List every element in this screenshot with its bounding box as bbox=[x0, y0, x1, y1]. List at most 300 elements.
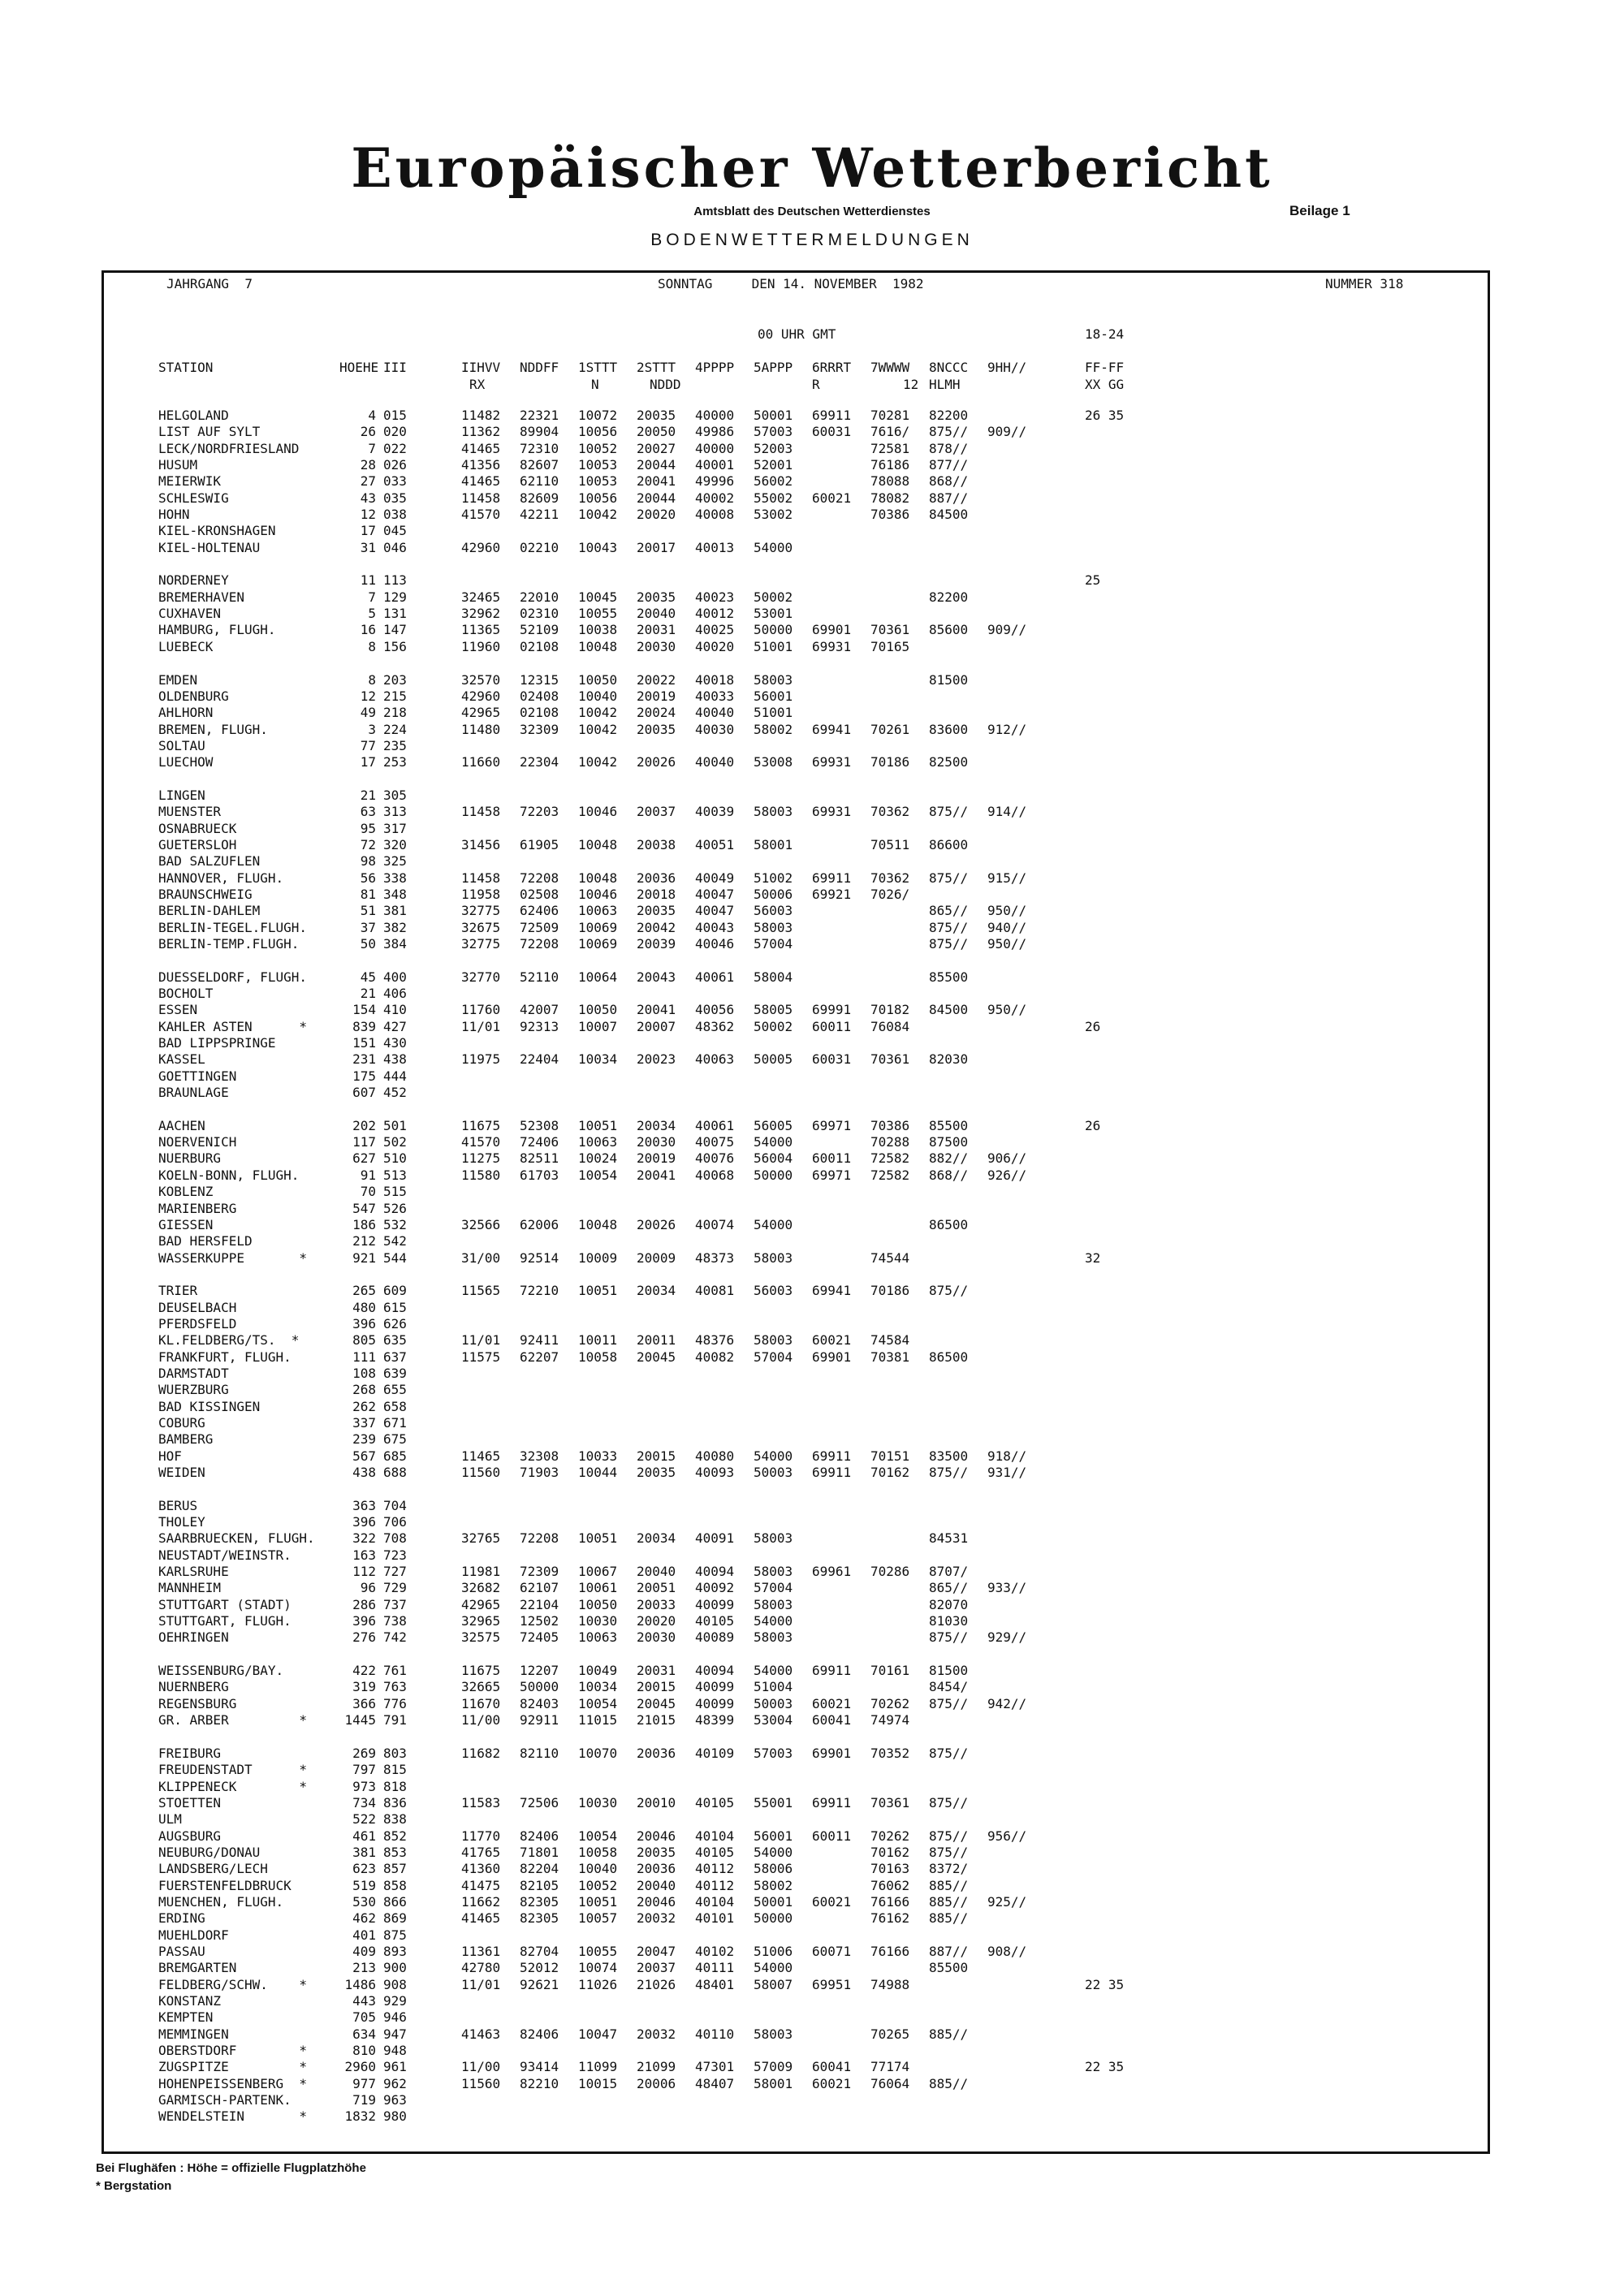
obs-group-4: 20051 bbox=[637, 1580, 676, 1596]
station-id: 452 bbox=[383, 1085, 407, 1101]
table-row bbox=[158, 920, 1458, 936]
obs-group-2: 82305 bbox=[520, 1893, 559, 1910]
obs-group-6: 54000 bbox=[754, 1448, 793, 1464]
table-row bbox=[158, 722, 1458, 738]
table-row bbox=[158, 1960, 1458, 1976]
obs-group-3: 10007 bbox=[578, 1018, 618, 1034]
obs-group-2: 22404 bbox=[520, 1051, 559, 1068]
station-id: 045 bbox=[383, 523, 407, 539]
obs-group-1: 42960 bbox=[461, 688, 501, 704]
obs-group-4: 20018 bbox=[637, 886, 676, 902]
obs-group-4: 20040 bbox=[637, 606, 676, 622]
obs-group-6: 58003 bbox=[754, 804, 793, 820]
obs-group-6: 54000 bbox=[754, 1613, 793, 1629]
table-row bbox=[158, 1696, 1458, 1712]
table-row bbox=[158, 1629, 1458, 1646]
station-name: SCHLESWIG bbox=[158, 490, 229, 506]
obs-group-6: 58003 bbox=[754, 1249, 793, 1266]
obs-group-5: 40040 bbox=[695, 754, 735, 770]
obs-group-9: 875// bbox=[929, 919, 969, 935]
obs-group-3: 10054 bbox=[578, 1167, 618, 1183]
station-hoehe: 627 bbox=[352, 1150, 376, 1167]
table-row bbox=[158, 1944, 1458, 1960]
obs-group-7: 69931 bbox=[812, 754, 852, 770]
station-name: DEUSELBACH bbox=[158, 1299, 237, 1315]
obs-group-6: 54000 bbox=[754, 539, 793, 555]
station-name: MUEHLDORF bbox=[158, 1927, 229, 1943]
obs-group-4: 20027 bbox=[637, 440, 676, 456]
station-hoehe: 719 bbox=[352, 2092, 376, 2108]
obs-group-5: 40089 bbox=[695, 1629, 735, 1646]
station-hoehe: 117 bbox=[352, 1134, 376, 1150]
obs-group-8: 78088 bbox=[870, 473, 910, 490]
obs-group-4: 20026 bbox=[637, 754, 676, 770]
header-sub-nddd: NDDD bbox=[650, 377, 681, 392]
obs-group-5: 40049 bbox=[695, 870, 735, 886]
obs-group-3: 10058 bbox=[578, 1349, 618, 1365]
header-c6: 5APPP bbox=[754, 360, 793, 375]
obs-group-9: 875// bbox=[929, 1695, 969, 1711]
station-name: FELDBERG/SCHW. * bbox=[158, 1976, 308, 1992]
station-hoehe: 3 bbox=[368, 721, 376, 737]
obs-group-5: 40002 bbox=[695, 490, 735, 506]
station-name: MUENSTER bbox=[158, 804, 222, 820]
station-name: EMDEN bbox=[158, 671, 198, 688]
obs-group-6: 54000 bbox=[754, 1960, 793, 1976]
header-c3: 1STTT bbox=[578, 360, 618, 375]
obs-group-1: 31456 bbox=[461, 836, 501, 852]
obs-group-3: 10056 bbox=[578, 424, 618, 440]
obs-group-4: 20009 bbox=[637, 1249, 676, 1266]
obs-group-6: 50002 bbox=[754, 589, 793, 605]
obs-group-2: 02108 bbox=[520, 638, 559, 654]
station-hoehe: 231 bbox=[352, 1051, 376, 1068]
obs-group-1: 42965 bbox=[461, 705, 501, 721]
station-id: 706 bbox=[383, 1514, 407, 1530]
station-name: GR. ARBER * bbox=[158, 1712, 308, 1728]
station-name: OBERSTDORF * bbox=[158, 2043, 308, 2059]
obs-group-9: 865// bbox=[929, 1580, 969, 1596]
obs-group-3: 10045 bbox=[578, 589, 618, 605]
obs-group-9: 85500 bbox=[929, 969, 969, 985]
obs-group-1: 11/01 bbox=[461, 1976, 501, 1992]
obs-group-3: 10040 bbox=[578, 1861, 618, 1877]
obs-group-5: 40105 bbox=[695, 1794, 735, 1810]
table-row bbox=[158, 936, 1458, 952]
station-name: BAD HERSFELD bbox=[158, 1233, 253, 1249]
station-hoehe: 366 bbox=[352, 1695, 376, 1711]
page-title: Europäischer Wetterbericht bbox=[351, 136, 1273, 200]
station-name: PASSAU bbox=[158, 1943, 205, 1959]
station-name: KOBLENZ bbox=[158, 1184, 214, 1200]
station-id: 615 bbox=[383, 1299, 407, 1315]
obs-group-2: 61905 bbox=[520, 836, 559, 852]
obs-group-6: 58002 bbox=[754, 721, 793, 737]
station-hoehe: 12 bbox=[360, 688, 376, 704]
obs-group-4: 20030 bbox=[637, 1134, 676, 1150]
station-hoehe: 921 bbox=[352, 1249, 376, 1266]
obs-group-5: 40039 bbox=[695, 804, 735, 820]
station-id: 688 bbox=[383, 1465, 407, 1480]
obs-group-3: 10069 bbox=[578, 919, 618, 935]
obs-group-9: 83500 bbox=[929, 1448, 969, 1464]
obs-group-5: 40008 bbox=[695, 507, 735, 523]
obs-group-4: 20035 bbox=[637, 721, 676, 737]
obs-group-5: 40025 bbox=[695, 622, 735, 638]
obs-group-6: 51001 bbox=[754, 638, 793, 654]
obs-group-9: 875// bbox=[929, 936, 969, 952]
station-id: 727 bbox=[383, 1564, 407, 1580]
station-id: 626 bbox=[383, 1315, 407, 1331]
obs-group-5: 40112 bbox=[695, 1877, 735, 1893]
obs-group-8: 70361 bbox=[870, 1794, 910, 1810]
obs-group-4: 20043 bbox=[637, 969, 676, 985]
station-id: 542 bbox=[383, 1233, 407, 1249]
obs-group-3: 10038 bbox=[578, 622, 618, 638]
station-hoehe: 8 bbox=[368, 671, 376, 688]
table-row bbox=[158, 1382, 1458, 1398]
obs-group-5: 40051 bbox=[695, 836, 735, 852]
station-name: GARMISCH-PARTENK. bbox=[158, 2092, 292, 2108]
station-hoehe: 262 bbox=[352, 1398, 376, 1414]
obs-group-2: 82210 bbox=[520, 2075, 559, 2091]
obs-group-6: 58006 bbox=[754, 1861, 793, 1877]
station-hoehe: 462 bbox=[352, 1910, 376, 1927]
header-hoehe: HOEHE bbox=[339, 360, 379, 375]
obs-group-5: 40040 bbox=[695, 705, 735, 721]
obs-group-8: 72581 bbox=[870, 440, 910, 456]
obs-group-8: 70186 bbox=[870, 1283, 910, 1299]
station-hoehe: 11 bbox=[360, 572, 376, 589]
obs-group-9: 82200 bbox=[929, 408, 969, 423]
group-gap bbox=[158, 1729, 1458, 1746]
obs-group-7: 69921 bbox=[812, 886, 852, 902]
obs-group-8: 70352 bbox=[870, 1745, 910, 1761]
obs-group-6: 50000 bbox=[754, 622, 793, 638]
obs-group-8: 70386 bbox=[870, 507, 910, 523]
table-row bbox=[158, 2026, 1458, 2043]
station-id: 444 bbox=[383, 1068, 407, 1084]
obs-group-7: 69901 bbox=[812, 622, 852, 638]
obs-group-8: 70182 bbox=[870, 1002, 910, 1018]
table-row bbox=[158, 1663, 1458, 1679]
obs-group-4: 20031 bbox=[637, 622, 676, 638]
station-name: KL.FELDBERG/TS. * bbox=[158, 1332, 300, 1349]
group-gap bbox=[158, 1267, 1458, 1283]
obs-group-4: 20035 bbox=[637, 589, 676, 605]
station-hoehe: 4 bbox=[368, 408, 376, 423]
obs-group-4: 20019 bbox=[637, 688, 676, 704]
obs-group-1: 11662 bbox=[461, 1893, 501, 1910]
table-row bbox=[158, 1217, 1458, 1233]
obs-group-10: 918// bbox=[987, 1448, 1027, 1464]
table-row bbox=[158, 887, 1458, 903]
obs-group-2: 62110 bbox=[520, 473, 559, 490]
obs-group-6: 50000 bbox=[754, 1167, 793, 1183]
obs-group-3: 11015 bbox=[578, 1712, 618, 1728]
station-id: 853 bbox=[383, 1844, 407, 1860]
obs-group-4: 20017 bbox=[637, 539, 676, 555]
obs-group-5: 40063 bbox=[695, 1051, 735, 1068]
obs-group-9: 875// bbox=[929, 1844, 969, 1860]
station-id: 818 bbox=[383, 1778, 407, 1794]
obs-group-8: 70386 bbox=[870, 1117, 910, 1133]
station-name: STOETTEN bbox=[158, 1794, 222, 1810]
table-row bbox=[158, 1448, 1458, 1465]
station-hoehe: 96 bbox=[360, 1580, 376, 1596]
section-title: BODENWETTERMELDUNGEN bbox=[650, 231, 974, 249]
obs-group-2: 82704 bbox=[520, 1943, 559, 1959]
obs-group-5: 40091 bbox=[695, 1530, 735, 1547]
obs-group-4: 20044 bbox=[637, 457, 676, 473]
obs-group-9: 81500 bbox=[929, 1663, 969, 1679]
obs-group-8: 70162 bbox=[870, 1844, 910, 1860]
obs-group-8: 74974 bbox=[870, 1712, 910, 1728]
obs-group-6: 54000 bbox=[754, 1663, 793, 1679]
table-row bbox=[158, 688, 1458, 705]
obs-group-2: 82204 bbox=[520, 1861, 559, 1877]
obs-group-1: 11660 bbox=[461, 754, 501, 770]
table-row bbox=[158, 853, 1458, 870]
obs-group-9: 875// bbox=[929, 804, 969, 820]
obs-group-4: 20030 bbox=[637, 1629, 676, 1646]
station-name: BERLIN-TEGEL.FLUGH. bbox=[158, 919, 308, 935]
table-row bbox=[158, 1167, 1458, 1184]
obs-group-5: 40109 bbox=[695, 1745, 735, 1761]
obs-group-1: 11675 bbox=[461, 1117, 501, 1133]
station-hoehe: 98 bbox=[360, 853, 376, 870]
header-c5: 4PPPP bbox=[695, 360, 735, 375]
station-id: 338 bbox=[383, 870, 407, 886]
obs-group-4: 20032 bbox=[637, 2026, 676, 2042]
station-name: KIEL-HOLTENAU bbox=[158, 539, 261, 555]
station-name: NEUSTADT/WEINSTR. bbox=[158, 1547, 292, 1563]
station-name: NEUBURG/DONAU bbox=[158, 1844, 261, 1860]
obs-group-5: 40030 bbox=[695, 721, 735, 737]
obs-group-1: 11275 bbox=[461, 1150, 501, 1167]
header-c8: 7WWWW bbox=[870, 360, 910, 375]
station-hoehe: 17 bbox=[360, 754, 376, 770]
obs-group-3: 10069 bbox=[578, 936, 618, 952]
station-hoehe: 51 bbox=[360, 903, 376, 919]
obs-group-9: 877// bbox=[929, 457, 969, 473]
station-name: FUERSTENFELDBRUCK bbox=[158, 1877, 292, 1893]
obs-group-3: 10051 bbox=[578, 1283, 618, 1299]
obs-group-9: 83600 bbox=[929, 721, 969, 737]
obs-group-7: 69911 bbox=[812, 1663, 852, 1679]
station-name: SAARBRUECKEN, FLUGH. bbox=[158, 1530, 315, 1547]
obs-group-3: 10042 bbox=[578, 705, 618, 721]
obs-group-5: 40056 bbox=[695, 1002, 735, 1018]
table-row bbox=[158, 1201, 1458, 1217]
obs-group-8: 76162 bbox=[870, 1910, 910, 1927]
obs-group-6: 58003 bbox=[754, 2026, 793, 2042]
obs-group-6: 58007 bbox=[754, 1976, 793, 1992]
obs-group-10: 915// bbox=[987, 870, 1027, 886]
station-id: 218 bbox=[383, 705, 407, 721]
station-name: NOERVENICH bbox=[158, 1134, 237, 1150]
obs-group-2: 82511 bbox=[520, 1150, 559, 1167]
station-id: 609 bbox=[383, 1283, 407, 1299]
obs-group-6: 54000 bbox=[754, 1844, 793, 1860]
ff-value: 25 bbox=[1085, 572, 1101, 589]
obs-group-7: 69961 bbox=[812, 1564, 852, 1580]
obs-group-10: 908// bbox=[987, 1943, 1027, 1959]
station-hoehe: 322 bbox=[352, 1530, 376, 1547]
obs-group-3: 10034 bbox=[578, 1051, 618, 1068]
ff-value: 22 35 bbox=[1085, 2059, 1125, 2075]
obs-group-8: 70265 bbox=[870, 2026, 910, 2042]
obs-group-1: 11/01 bbox=[461, 1332, 501, 1349]
table-row bbox=[158, 1762, 1458, 1778]
station-hoehe: 213 bbox=[352, 1960, 376, 1976]
station-hoehe: 268 bbox=[352, 1382, 376, 1398]
obs-group-3: 10051 bbox=[578, 1530, 618, 1547]
table-row bbox=[158, 2108, 1458, 2125]
obs-group-10: 940// bbox=[987, 919, 1027, 935]
obs-group-1: 42960 bbox=[461, 539, 501, 555]
obs-group-3: 10053 bbox=[578, 457, 618, 473]
station-name: BAD KISSINGEN bbox=[158, 1398, 261, 1414]
station-name: AACHEN bbox=[158, 1117, 205, 1133]
table-row bbox=[158, 2043, 1458, 2059]
station-name: KONSTANZ bbox=[158, 1993, 222, 2009]
obs-group-2: 72309 bbox=[520, 1564, 559, 1580]
obs-group-10: 925// bbox=[987, 1893, 1027, 1910]
obs-group-4: 20045 bbox=[637, 1695, 676, 1711]
station-id: 502 bbox=[383, 1134, 407, 1150]
obs-group-1: 11583 bbox=[461, 1794, 501, 1810]
obs-group-8: 70186 bbox=[870, 754, 910, 770]
obs-group-5: 40099 bbox=[695, 1596, 735, 1612]
obs-group-6: 56002 bbox=[754, 473, 793, 490]
obs-group-10: 931// bbox=[987, 1465, 1027, 1480]
obs-group-3: 10061 bbox=[578, 1580, 618, 1596]
obs-group-2: 89904 bbox=[520, 424, 559, 440]
table-row bbox=[158, 1894, 1458, 1910]
obs-group-7: 69931 bbox=[812, 638, 852, 654]
obs-group-7: 60031 bbox=[812, 424, 852, 440]
obs-group-6: 58003 bbox=[754, 1332, 793, 1349]
table-row bbox=[158, 672, 1458, 688]
obs-group-4: 20035 bbox=[637, 1465, 676, 1480]
obs-group-4: 21026 bbox=[637, 1976, 676, 1992]
table-row bbox=[158, 1068, 1458, 1085]
station-name: OLDENBURG bbox=[158, 688, 229, 704]
obs-group-5: 40043 bbox=[695, 919, 735, 935]
obs-group-4: 20034 bbox=[637, 1117, 676, 1133]
table-row bbox=[158, 1019, 1458, 1035]
obs-group-5: 40012 bbox=[695, 606, 735, 622]
station-name: KIEL-KRONSHAGEN bbox=[158, 523, 276, 539]
obs-group-1: 11960 bbox=[461, 638, 501, 654]
station-name: HOF bbox=[158, 1448, 182, 1464]
group-gap bbox=[158, 952, 1458, 969]
station-id: 526 bbox=[383, 1200, 407, 1216]
station-id: 858 bbox=[383, 1877, 407, 1893]
obs-group-6: 58004 bbox=[754, 969, 793, 985]
station-hoehe: 17 bbox=[360, 523, 376, 539]
obs-group-1: 11362 bbox=[461, 424, 501, 440]
obs-group-7: 69911 bbox=[812, 870, 852, 886]
station-hoehe: 27 bbox=[360, 473, 376, 490]
obs-group-1: 41765 bbox=[461, 1844, 501, 1860]
obs-group-4: 20033 bbox=[637, 1596, 676, 1612]
obs-group-7: 60021 bbox=[812, 490, 852, 506]
obs-group-7: 69941 bbox=[812, 721, 852, 737]
obs-group-7: 69971 bbox=[812, 1167, 852, 1183]
obs-group-1: 32962 bbox=[461, 606, 501, 622]
obs-group-4: 20050 bbox=[637, 424, 676, 440]
obs-group-6: 50000 bbox=[754, 1910, 793, 1927]
obs-group-8: 76166 bbox=[870, 1943, 910, 1959]
obs-group-2: 12207 bbox=[520, 1663, 559, 1679]
obs-group-4: 20011 bbox=[637, 1332, 676, 1349]
obs-group-3: 10048 bbox=[578, 836, 618, 852]
station-name: BERLIN-TEMP.FLUGH. bbox=[158, 936, 300, 952]
obs-group-1: 11480 bbox=[461, 721, 501, 737]
obs-group-1: 11682 bbox=[461, 1745, 501, 1761]
station-id: 113 bbox=[383, 572, 407, 589]
station-hoehe: 438 bbox=[352, 1465, 376, 1480]
obs-group-5: 48376 bbox=[695, 1332, 735, 1349]
station-name: FREUDENSTADT * bbox=[158, 1762, 308, 1778]
obs-group-5: 40104 bbox=[695, 1828, 735, 1844]
obs-group-9: 875// bbox=[929, 1465, 969, 1480]
obs-group-7: 60011 bbox=[812, 1828, 852, 1844]
obs-group-10: 909// bbox=[987, 622, 1027, 638]
obs-group-8: 70361 bbox=[870, 1051, 910, 1068]
table-row bbox=[158, 507, 1458, 523]
obs-group-5: 48362 bbox=[695, 1018, 735, 1034]
station-name: THOLEY bbox=[158, 1514, 205, 1530]
table-row bbox=[158, 424, 1458, 440]
station-id: 900 bbox=[383, 1960, 407, 1976]
station-name: WUERZBURG bbox=[158, 1382, 229, 1398]
obs-group-6: 58002 bbox=[754, 1877, 793, 1893]
obs-group-2: 82110 bbox=[520, 1745, 559, 1761]
station-name: KEMPTEN bbox=[158, 2009, 214, 2026]
obs-group-8: 76064 bbox=[870, 2075, 910, 2091]
obs-group-7: 60021 bbox=[812, 1893, 852, 1910]
obs-group-1: 32775 bbox=[461, 936, 501, 952]
obs-group-6: 55002 bbox=[754, 490, 793, 506]
station-hoehe: 567 bbox=[352, 1448, 376, 1464]
obs-group-4: 20040 bbox=[637, 1877, 676, 1893]
obs-group-3: 10048 bbox=[578, 638, 618, 654]
obs-group-6: 56005 bbox=[754, 1117, 793, 1133]
obs-group-5: 48399 bbox=[695, 1712, 735, 1728]
obs-group-4: 20037 bbox=[637, 1960, 676, 1976]
station-hoehe: 319 bbox=[352, 1679, 376, 1695]
obs-group-6: 58003 bbox=[754, 671, 793, 688]
station-name: LINGEN bbox=[158, 787, 205, 803]
station-id: 738 bbox=[383, 1613, 407, 1629]
obs-group-4: 20046 bbox=[637, 1828, 676, 1844]
obs-group-9: 8372/ bbox=[929, 1861, 969, 1877]
obs-group-1: 41465 bbox=[461, 473, 501, 490]
obs-group-9: 875// bbox=[929, 1745, 969, 1761]
station-id: 852 bbox=[383, 1828, 407, 1844]
obs-group-3: 10054 bbox=[578, 1828, 618, 1844]
obs-group-9: 82500 bbox=[929, 754, 969, 770]
station-id: 639 bbox=[383, 1365, 407, 1381]
station-id: 708 bbox=[383, 1530, 407, 1547]
table-row bbox=[158, 441, 1458, 457]
station-id: 723 bbox=[383, 1547, 407, 1563]
table-row bbox=[158, 1300, 1458, 1316]
station-hoehe: 734 bbox=[352, 1794, 376, 1810]
